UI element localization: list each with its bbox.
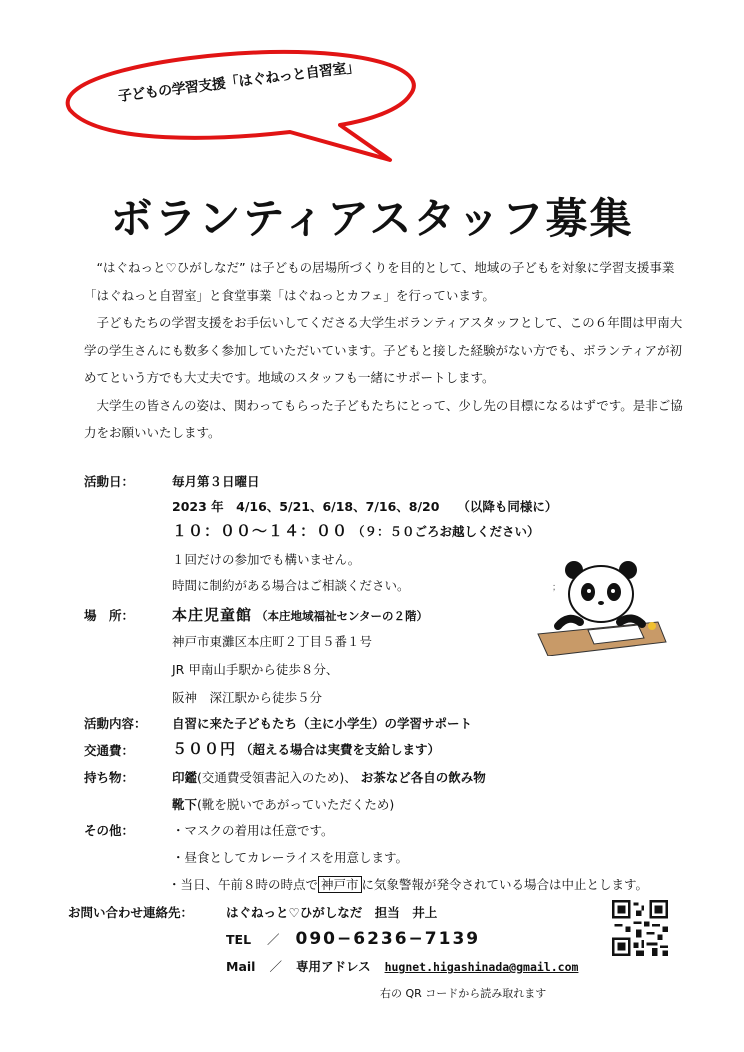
contact-label: お問い合わせ連絡先： <box>68 905 194 920</box>
fare-label: 交通費： <box>84 743 135 758</box>
other-label: その他： <box>84 823 135 838</box>
intro-paragraph: 大学生の皆さんの姿は、関わってもらった子どもたちにとって、少し先の目標になるはずです。是非ご協力をお願いいたします。 <box>84 397 683 440</box>
items-label: 持ち物： <box>84 770 135 785</box>
qr-code-icon[interactable] <box>612 900 668 956</box>
tel-number: 090−6236−7139 <box>295 929 481 949</box>
activity-time <box>172 520 540 541</box>
other-line-2: ・昼食としてカレーライスを用意します。 <box>172 850 409 865</box>
place-label: 場 所： <box>84 608 135 623</box>
intro-text <box>84 254 684 447</box>
items-line-2 <box>172 795 394 813</box>
time-range: １０：００～１４：００ <box>172 522 349 540</box>
email-link[interactable]: hugnet.higashinada@gmail.com <box>384 960 579 974</box>
place-note: （本庄地域福祉センターの２階） <box>256 609 429 623</box>
place-access-2: 阪神 深江駅から徒歩５分 <box>172 690 323 705</box>
mail-separator: ／ <box>269 959 282 974</box>
place-name: 本庄児童館 <box>172 606 253 624</box>
tel-separator: ／ <box>267 932 280 947</box>
item-socks: 靴下 <box>172 797 198 812</box>
mail-text: 専用アドレス <box>295 959 371 974</box>
page-title: ボランティアスタッフ募集 <box>110 194 634 243</box>
other-line-1: ・マスクの着用は任意です。 <box>172 823 334 838</box>
place-name-line <box>172 604 428 625</box>
other-line-3-post: に気象警報が発令されている場合は中止とします。 <box>361 877 649 892</box>
contact-mail-line <box>226 957 578 975</box>
other-line-3-boxed: 神戸市 <box>318 876 362 893</box>
time-note: （９：５０ごろお越しください） <box>352 524 540 539</box>
content-value: 自習に来た子どもたち（主に小学生）の学習サポート <box>172 716 473 731</box>
qr-note: 右の QR コードから読み取れます <box>380 987 547 1000</box>
content-label: 活動内容： <box>84 716 147 731</box>
activity-day-label: 活動日： <box>84 474 135 489</box>
fare-value: ５００円 <box>172 740 237 758</box>
dates-note: （以降も同様に） <box>457 499 558 514</box>
place-address: 神戸市東灘区本庄町２丁目５番１号 <box>172 634 373 649</box>
mail-label: Mail <box>226 959 256 974</box>
intro-paragraph: “はぐねっと♡ひがしなだ” は子どもの居場所づくりを目的として、地域の子どもを対象に学習支援事業「はぐねっと自習室」と食堂事業「はぐねっとカフェ」を行っています。 <box>84 260 675 303</box>
fare-line <box>172 738 440 759</box>
activity-note-2: 時間に制約がある場合はご相談ください。 <box>172 578 410 593</box>
banner-text: 子どもの学習支援「はぐねっと自習室」 <box>117 59 361 105</box>
item-seal-note: (交通費受領書記入のため)、 <box>197 770 357 785</box>
other-line-3 <box>168 875 648 893</box>
fare-note: （超える場合は実費を支給します） <box>240 742 441 757</box>
contact-tel-line <box>226 929 480 949</box>
svg-text:；: ； <box>552 583 562 593</box>
other-line-3-pre: ・当日、午前８時の時点で <box>168 877 319 892</box>
intro-paragraph: 子どもたちの学習支援をお手伝いしてくださる大学生ボランティアスタッフとして、この６年間は甲南大学の学生さんにも数多く参加していただいています。子どもと接した経験がない方でも、ボランティアが初めてという方でも大丈夫です。地域のスタッフも一緒にサポートします。 <box>84 315 683 385</box>
activity-day-value: 毎月第３日曜日 <box>172 474 260 489</box>
items-line-1 <box>172 768 486 786</box>
panda-icon <box>528 556 668 656</box>
dates-list: 2023 年 4/16、5/21、6/18、7/16、8/20 <box>172 499 440 514</box>
activity-dates <box>172 497 557 515</box>
contact-org: はぐねっと♡ひがしなだ 担当 井上 <box>226 905 438 920</box>
item-socks-note: (靴を脱いであがっていただくため) <box>197 797 395 812</box>
item-drink: お茶など各自の飲み物 <box>360 770 486 785</box>
tel-label: TEL <box>226 932 252 947</box>
activity-note-1: １回だけの参加でも構いません。 <box>172 552 361 567</box>
place-access-1: JR 甲南山手駅から徒歩８分、 <box>172 662 339 677</box>
item-seal: 印鑑 <box>172 770 198 785</box>
